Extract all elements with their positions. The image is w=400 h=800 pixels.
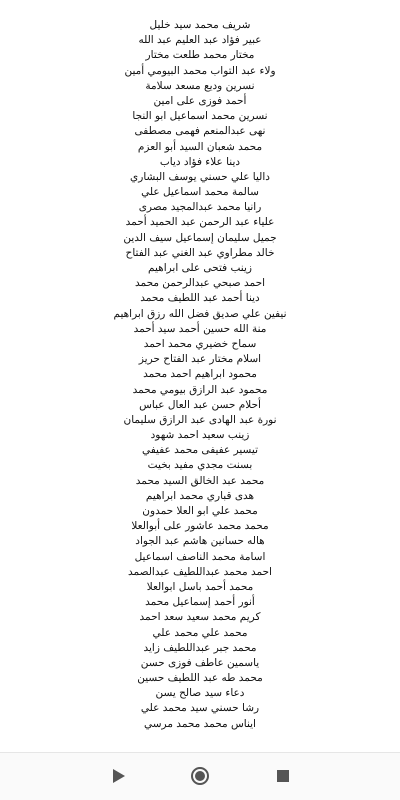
list-item: هاله حسانين هاشم عبد الجواد <box>135 535 265 548</box>
record-icon <box>190 766 210 786</box>
list-item: مختار محمد طلعت مختار <box>145 49 255 62</box>
list-item: ولاء عبد التواب محمد البيومي أمين <box>124 64 276 77</box>
list-item: دينا أحمد عبد اللطيف محمد <box>140 292 260 305</box>
list-item: أحلام حسن عبد العال عباس <box>139 398 261 411</box>
list-item: سماح خضيري محمد احمد <box>143 337 257 350</box>
list-item: شريف محمد سيد خليل <box>149 19 251 31</box>
list-item: ايناس محمد محمد مرسي <box>144 717 256 730</box>
list-item: داليا علي حسني يوسف البشاري <box>130 170 270 183</box>
list-item: منة الله حسين أحمد سيد أحمد <box>133 322 267 335</box>
list-item: محمد علي ابو العلا حمدون <box>142 505 258 517</box>
list-item: نسرين وديع مسعد سلامة <box>145 79 255 92</box>
list-item: محمد علي محمد علي <box>152 626 248 639</box>
list-item: دعاء سيد صالح يسن <box>155 687 245 700</box>
list-item: نهى عبدالمنعم فهمى مصطفى <box>134 125 266 138</box>
list-item: ياسمين عاطف فوزى حسن <box>140 656 260 669</box>
list-item: محمد طه عبد اللطيف حسين <box>137 672 263 685</box>
play-button[interactable] <box>108 765 130 787</box>
list-item: زينب فتحى على ابراهيم <box>148 262 252 274</box>
list-item: تيسير عفيفى محمد عفيفي <box>141 444 259 457</box>
play-icon <box>111 768 127 784</box>
list-item: محمد جبر عبداللطيف زايد <box>143 641 257 654</box>
list-item: محمد محمد عاشور على أبوالعلا <box>131 520 269 533</box>
list-item: محمد شعبان السيد أبو العزم <box>137 140 263 153</box>
list-item: زينب سعيد احمد شهود <box>150 429 250 442</box>
list-item: رشا حسني سيد محمد علي <box>140 702 260 715</box>
list-item: رانيا محمد عبدالمجيد مصرى <box>138 201 262 214</box>
list-item: محمد أحمد باسل ابوالعلا <box>146 580 254 593</box>
list-item: بسنت مجدي مفيد بخيت <box>147 459 253 472</box>
list-item: دينا علاء فؤاد دياب <box>159 155 241 168</box>
list-item: اسامة محمد الناصف اسماعيل <box>134 550 266 563</box>
list-item: احمد صبحي عبدالرحمن محمد <box>134 277 265 290</box>
list-item: أنور أحمد إسماعيل محمد <box>145 596 255 609</box>
list-item: محمود عبد الرازق بيومي محمد <box>132 383 268 396</box>
list-item: كريم محمد سعيد سعد احمد <box>139 611 261 624</box>
list-item: سالمة محمد اسماعيل علي <box>141 186 259 199</box>
list-item: جميل سليمان إسماعيل سيف الدين <box>123 231 277 244</box>
list-item: محمد عبد الخالق السيد محمد <box>135 474 265 487</box>
list-item: خالد مطراوي عبد الغني عبد الفتاح <box>125 246 275 259</box>
list-item: احمد محمد عبداللطيف عبدالصمد <box>128 565 272 578</box>
list-item: نسرين محمد اسماعيل ابو النجا <box>132 110 268 123</box>
stop-icon <box>276 769 290 783</box>
bottom-navigation-bar <box>0 753 400 800</box>
list-item: نيفين علي صديق فضل الله رزق ابراهيم <box>113 307 287 320</box>
stop-button[interactable] <box>272 765 294 787</box>
list-item: عبير فؤاد عبد العليم عبد الله <box>138 34 262 47</box>
list-item: محمود ابراهيم احمد محمد <box>143 368 257 381</box>
list-item: علياء عبد الرحمن عبد الحميد أحمد <box>125 216 275 229</box>
list-item: أحمد فوزى على امين <box>153 94 247 107</box>
record-button[interactable] <box>189 765 211 787</box>
list-item: هدى قباري محمد ابراهيم <box>145 489 255 502</box>
names-list <box>0 18 400 732</box>
list-item: اسلام مختار عبد الفتاح حريز <box>138 353 262 366</box>
list-item: نورة عبد الهادى عبد الرازق سليمان <box>123 413 277 426</box>
